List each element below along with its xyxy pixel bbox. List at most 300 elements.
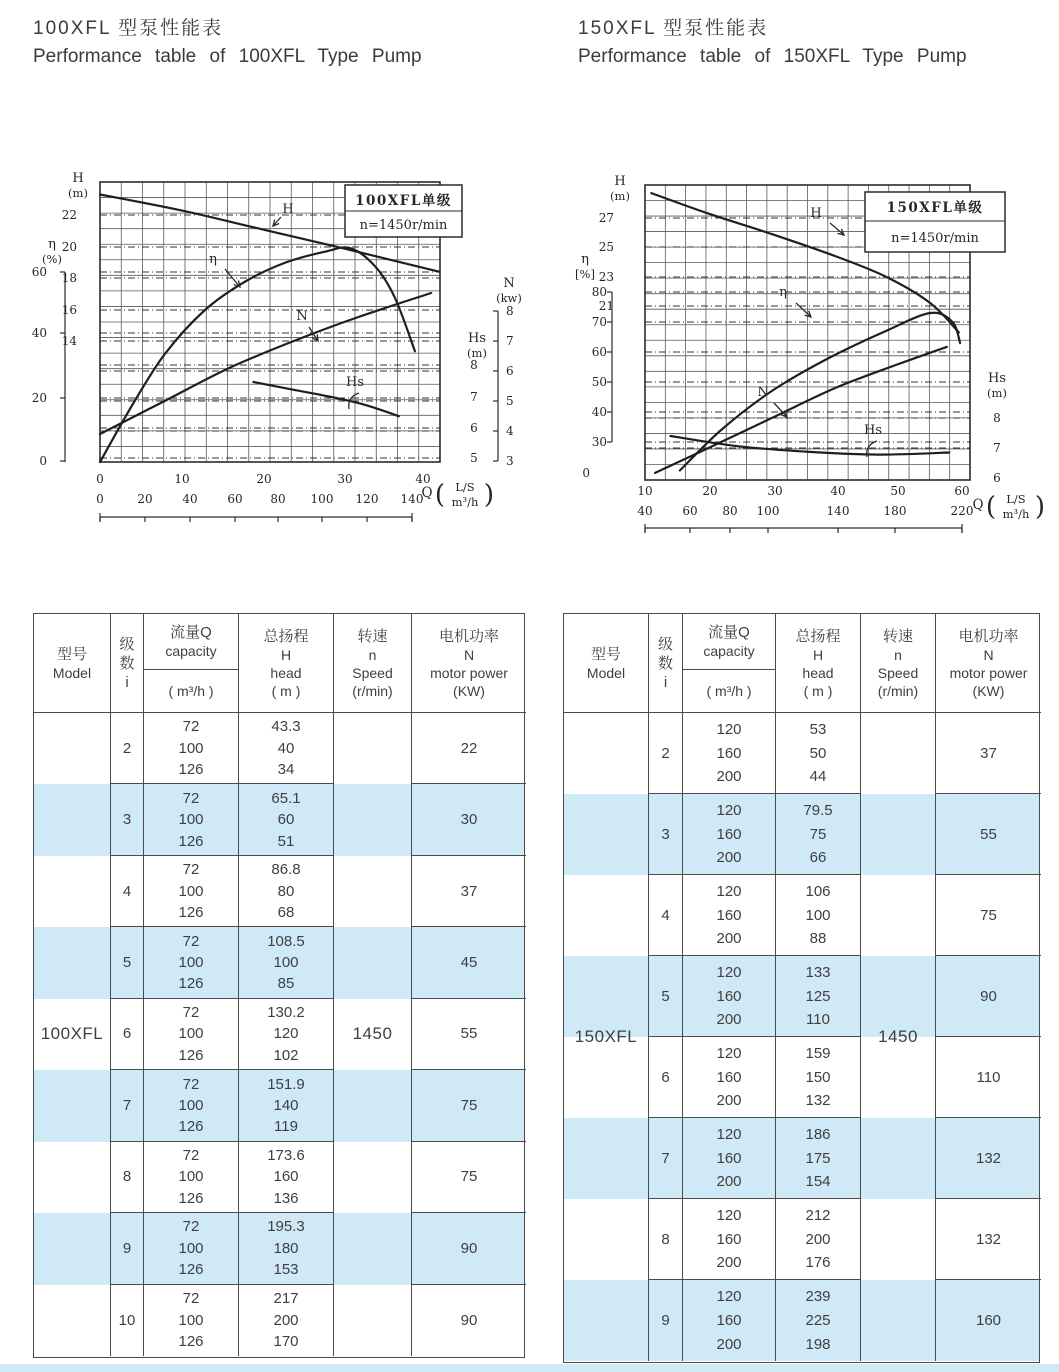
head-cell [776,1037,861,1118]
axis-tick: 23 [598,270,614,284]
axis-unit-0: (m) [68,186,88,200]
stage-cell: 8 [111,1142,144,1213]
stage-cell: 2 [649,713,683,794]
chart-svg [25,165,537,545]
head-value: 154 [805,1173,831,1191]
axis-unit-1: [%] [575,267,595,281]
power-cell: 45 [412,927,526,998]
axis-name-2: Hs [987,371,1007,386]
header-capacity-unit: ( m³/h ) [168,682,214,699]
curve-label-N: N [757,385,769,400]
power-cell: 90 [460,1311,478,1329]
head-value: 60 [277,811,295,829]
table-grid [34,614,524,1357]
bottom-strip [0,1364,1059,1372]
header-stage-line: 数 [119,654,135,672]
axis-tick: 18 [61,271,77,285]
header-capacity-zh: 流量Q [170,623,212,641]
capacity-cell [683,794,776,875]
axis-tick: 22 [61,208,77,222]
header-speed-zh: 转速 [882,627,913,645]
stage-cell: 8 [649,1199,683,1280]
capacity-value: 100 [178,1096,204,1114]
axis-name-1: η [48,237,56,252]
x-axis-q-label: Q [972,497,984,513]
header-model-en: Model [52,664,92,681]
axis-unit-2: (kw) [496,291,522,305]
axis-tick: 5 [470,451,478,465]
capacity-value: 120 [716,720,742,738]
capacity-value: 200 [716,849,742,867]
head-value: 125 [805,987,831,1005]
capacity-value: 100 [178,1311,204,1329]
x-tick-m3h: 100 [756,504,780,518]
head-value: 66 [809,849,827,867]
header-power [936,614,1041,713]
head-value: 120 [273,1025,299,1043]
capacity-value: 126 [178,761,204,779]
header-head-line: H [280,646,292,663]
axis-tick: 27 [598,211,614,225]
capacity-value: 72 [182,1290,200,1308]
head-cell [239,927,334,998]
axis-tick: 4 [506,424,514,438]
axis-name-3: Hs [467,331,487,346]
capacity-value: 120 [716,1206,742,1224]
capacity-value: 126 [178,975,204,993]
power-cell: 160 [975,1312,1002,1329]
head-cell [776,1118,861,1199]
head-value: 176 [805,1254,831,1272]
curve-label-η: η [209,252,217,267]
x-tick-m3h: 80 [722,504,738,518]
chart-title: 100XFL单级 [355,193,452,209]
x-tick-m3h: 60 [682,504,698,518]
axis-tick-zero: 0 [582,466,590,480]
x-unit-ls: L/S [455,480,475,494]
axis-unit-1: (%) [42,252,62,266]
curve-N [100,293,431,434]
head-cell [776,875,861,956]
header-speed [334,614,412,713]
header-head [776,614,861,713]
head-cell [776,956,861,1037]
head-cell [239,1070,334,1141]
x-tick-ls: 50 [890,484,906,498]
performance-chart-100xfl [25,165,537,550]
capacity-value: 100 [178,882,204,900]
header-head-line: head [802,664,834,681]
capacity-value: 100 [178,739,204,757]
header-power-line: N [463,646,475,663]
x-tick-ls: 20 [256,472,272,486]
header-model-zh: 型号 [590,645,621,663]
axis-tick: 20 [61,240,77,254]
head-value: 106 [805,882,831,900]
capacity-cell [683,713,776,794]
performance-table-150xfl [563,613,1040,1363]
chart-subtitle: n=1450r/min [359,218,448,233]
head-value: 225 [805,1312,831,1329]
x-tick-ls: 10 [174,472,190,486]
stage-cell: 7 [649,1118,683,1199]
model-cell: 150XFL [564,713,649,1361]
capacity-cell [144,1213,239,1284]
x-tick-m3h: 80 [270,492,286,506]
speed-cell: 1450 [334,713,412,1356]
head-value: 85 [277,975,295,993]
capacity-value: 200 [716,1011,742,1029]
curve-label-N: N [296,309,308,324]
chart-subtitle: n=1450r/min [891,231,979,246]
header-capacity-top [683,614,775,669]
capacity-value: 200 [716,930,742,948]
header-capacity [144,614,239,713]
header-speed-line: n [894,646,902,663]
x-unit-m3h: m³/h [451,495,479,509]
x-tick-m3h: 220 [950,504,974,518]
stage-cell: 6 [111,999,144,1070]
power-cell: 37 [412,856,526,927]
axis-tick: 21 [598,299,614,313]
capacity-value: 200 [716,1336,742,1353]
axis-tick: 6 [993,471,1001,485]
head-value: 86.8 [271,861,301,879]
capacity-value: 120 [716,1125,742,1143]
capacity-value: 126 [178,1189,204,1207]
head-value: 75 [809,825,827,843]
header-capacity-en: capacity [165,642,217,659]
header-stage-line: 级 [657,635,673,653]
header-power-line: motor power [430,664,508,681]
stage-cell: 4 [649,875,683,956]
capacity-value: 120 [716,1044,742,1062]
capacity-value: 126 [178,903,204,921]
capacity-value: 200 [716,768,742,786]
stage-cell: 2 [111,713,144,784]
power-cell: 132 [936,1199,1041,1280]
power-cell: 90 [412,1213,526,1284]
capacity-value: 100 [178,1168,204,1186]
header-stage-line: 级 [119,635,135,653]
head-value: 153 [273,1261,299,1279]
stage-cell: 9 [649,1280,683,1361]
axis-tick: 8 [993,411,1001,425]
header-model-en: Model [586,664,626,681]
head-value: 212 [805,1206,831,1224]
head-value: 195.3 [267,1218,305,1236]
header-head-zh: 总扬程 [795,627,841,645]
capacity-value: 72 [182,932,200,950]
head-value: 173.6 [267,1146,305,1164]
section-title-en-100xfl: Performance table of 100XFL Type Pump [33,46,422,67]
head-value: 79.5 [803,801,833,819]
header-power-line: (KW) [453,682,485,699]
capacity-cell [144,784,239,855]
capacity-cell [144,1070,239,1141]
capacity-value: 120 [716,1288,742,1305]
header-capacity-unit: ( m³/h ) [706,682,752,699]
header-model [564,614,649,713]
head-cell [776,794,861,875]
head-cell [239,784,334,855]
power-cell: 75 [412,1142,526,1213]
power-cell: 90 [936,956,1041,1037]
header-head-zh: 总扬程 [263,627,309,645]
head-value: 65.1 [271,789,301,807]
axis-name-0: H [72,171,84,186]
capacity-value: 126 [178,1046,204,1064]
axis-tick: 50 [591,375,607,389]
axis-tick: 40 [31,326,47,340]
header-speed-line: n [368,646,377,663]
axis-name-0: H [614,174,626,189]
capacity-cell [683,956,776,1037]
model-cell: 100XFL [34,713,111,1356]
curve-Hs [253,382,398,416]
capacity-value: 72 [182,1004,200,1022]
x-tick-ls: 20 [702,484,718,498]
axis-tick: 6 [506,364,514,378]
chart-title: 150XFL单级 [886,200,984,216]
head-value: 100 [805,906,831,924]
x-unit-ls: L/S [1006,492,1026,506]
header-capacity-zh: 流量Q [708,623,750,641]
capacity-value: 160 [716,987,742,1005]
head-value: 160 [273,1168,299,1186]
capacity-cell [683,1118,776,1199]
head-value: 170 [273,1333,299,1351]
header-speed [861,614,936,713]
power-cell: 55 [936,794,1041,875]
head-value: 102 [273,1046,299,1064]
stage-cell: 10 [111,1285,144,1356]
head-cell [239,856,334,927]
head-value: 51 [277,832,295,850]
header-head-line: H [812,646,824,663]
capacity-value: 120 [716,963,742,981]
head-value: 53 [809,720,827,738]
capacity-value: 200 [716,1254,742,1272]
capacity-value: 72 [182,861,200,879]
curve-label-H: H [282,202,294,217]
curve-label-Hs: Hs [863,423,883,438]
axis-tick: 80 [591,285,607,299]
head-cell [776,713,861,794]
x-tick-m3h: 20 [137,492,153,506]
head-value: 186 [805,1125,831,1143]
power-cell: 30 [412,784,526,855]
head-cell [239,1285,334,1356]
x-tick-m3h: 40 [637,504,653,518]
axis-tick: 20 [31,391,47,405]
x-tick-ls: 60 [954,484,970,498]
capacity-value: 72 [182,789,200,807]
capacity-value: 72 [182,1075,200,1093]
capacity-value: 160 [716,744,742,762]
axis-tick: 60 [31,265,47,279]
header-power-line: N [983,646,994,663]
header-head-line: ( m ) [803,682,833,699]
x-tick-m3h: 40 [182,492,198,506]
section-title-zh-100xfl: 100XFL 型泵性能表 [33,18,224,39]
capacity-cell [683,875,776,956]
header-capacity [683,614,776,713]
head-value: 175 [805,1149,831,1167]
head-value: 239 [805,1288,831,1305]
axis-tick: 25 [598,240,614,254]
head-value: 108.5 [267,932,305,950]
power-cell: 132 [936,1118,1041,1199]
head-value: 151.9 [267,1075,305,1093]
header-head-line: head [270,664,302,681]
axis-unit-0: (m) [610,189,630,203]
axis-tick: 40 [591,405,607,419]
chart-svg [550,165,1059,545]
stage-cell: 7 [111,1070,144,1141]
header-power [412,614,526,713]
capacity-value: 160 [716,1068,742,1086]
capacity-value: 126 [178,1118,204,1136]
power-cell: 75 [936,875,1041,956]
axis-tick: 60 [591,345,607,359]
capacity-value: 160 [716,906,742,924]
head-cell [239,999,334,1070]
x-axis-q-label: Q [421,485,433,501]
paren-close: ) [483,480,495,510]
power-cell: 37 [936,713,1041,794]
paren-open: ( [985,492,997,522]
header-capacity-top [144,614,238,669]
capacity-cell [144,1285,239,1356]
header-head [239,614,334,713]
curve-η [680,313,960,471]
axis-name-2: N [503,276,515,291]
stage-cell: 6 [649,1037,683,1118]
axis-tick: 3 [506,454,514,468]
capacity-cell [683,1199,776,1280]
curve-label-Hs: Hs [345,375,365,390]
capacity-cell [144,856,239,927]
x-tick-ls: 30 [767,484,783,498]
capacity-value: 160 [716,1312,742,1329]
head-value: 110 [806,1011,830,1029]
capacity-cell [144,999,239,1070]
capacity-value: 160 [716,1149,742,1167]
head-value: 140 [273,1096,299,1114]
head-value: 200 [805,1230,831,1248]
capacity-cell [144,713,239,784]
axis-tick: 14 [61,334,77,348]
head-value: 200 [273,1311,299,1329]
axis-tick: 16 [61,303,77,317]
power-cell: 110 [936,1037,1041,1118]
axis-tick: 7 [993,441,1001,455]
x-tick-m3h: 140 [826,504,850,518]
header-power-zh: 电机功率 [438,627,499,645]
capacity-value: 72 [182,1146,200,1164]
capacity-value: 100 [178,954,204,972]
section-title-en-150xfl: Performance table of 150XFL Type Pump [578,46,967,67]
header-model [34,614,111,713]
head-cell [776,1199,861,1280]
axis-tick: 0 [39,454,47,468]
head-value: 40 [277,739,295,757]
capacity-value: 100 [178,811,204,829]
head-value: 50 [809,744,827,762]
header-speed-line: (r/min) [352,682,393,699]
header-capacity-en: capacity [703,642,755,659]
capacity-value: 72 [182,1218,200,1236]
capacity-value: 126 [178,1261,204,1279]
header-model-zh: 型号 [56,645,87,663]
header-stage-line: i [125,673,129,691]
axis-unit-2: (m) [987,386,1007,400]
axis-name-1: η [581,252,589,267]
axis-tick: 6 [470,421,478,435]
axis-tick: 7 [470,390,478,404]
x-tick-m3h: 100 [310,492,334,506]
head-value: 130.2 [267,1004,305,1022]
capacity-value: 72 [182,718,200,736]
head-value: 217 [273,1290,299,1308]
capacity-cell [683,1280,776,1361]
head-cell [239,1142,334,1213]
curve-label-H: H [810,206,822,221]
x-tick-m3h: 60 [227,492,243,506]
head-value: 119 [274,1118,298,1136]
power-cell: 22 [412,713,526,784]
capacity-value: 160 [716,825,742,843]
capacity-cell [144,927,239,998]
head-value: 44 [809,768,827,786]
stage-cell: 5 [649,956,683,1037]
header-head-line: ( m ) [271,682,301,699]
stage-cell: 9 [111,1213,144,1284]
stage-cell: 4 [111,856,144,927]
header-speed-line: Speed [877,664,919,681]
capacity-value: 120 [716,882,742,900]
head-cell [239,1213,334,1284]
x-tick-ls: 10 [637,484,653,498]
header-capacity-unit-row [144,669,238,712]
header-capacity-unit-row [683,669,775,712]
capacity-cell [144,1142,239,1213]
capacity-value: 120 [716,801,742,819]
head-value: 34 [277,761,295,779]
head-value: 132 [805,1092,831,1110]
header-power-line: motor power [949,664,1028,681]
x-tick-ls: 30 [337,472,353,486]
head-value: 159 [805,1044,831,1062]
x-tick-m3h: 120 [355,492,379,506]
paren-open: ( [434,480,446,510]
header-speed-line: (r/min) [877,682,919,699]
axis-tick: 8 [470,358,478,372]
capacity-value: 200 [716,1092,742,1110]
table-grid [564,614,1039,1362]
head-value: 180 [273,1239,299,1257]
x-tick-ls: 40 [830,484,846,498]
stage-cell: 3 [111,784,144,855]
header-speed-line: Speed [352,664,393,681]
header-power-line: (KW) [972,682,1005,699]
header-stage [649,614,683,713]
head-cell [776,1280,861,1361]
x-tick-m3h: 0 [96,492,104,506]
paren-close: ) [1034,492,1046,522]
head-value: 198 [805,1336,831,1353]
